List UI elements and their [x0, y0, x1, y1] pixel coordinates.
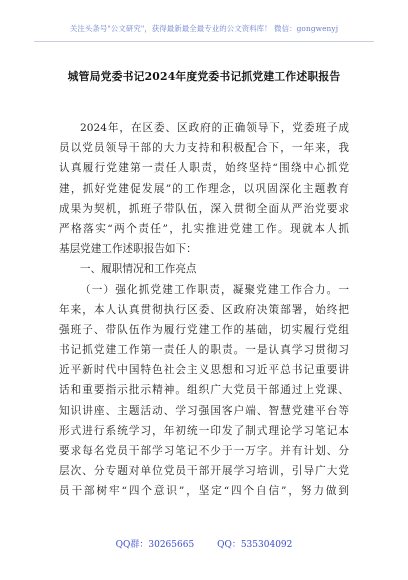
body-line: 书记抓党建工作第一责任人的职责。一是认真学习贯彻习	[59, 344, 349, 357]
body-line: 2024年，在区委、区政府的正确领导下，党委班子成	[80, 122, 349, 134]
body-line: 严格落实“两个责任”，扎实推进党建工作。现就本人抓	[59, 222, 349, 235]
contact-footer	[0, 537, 408, 550]
body-line: 强班子、带队伍作为履行党建工作的基础，切实履行党组	[59, 323, 349, 336]
document-body	[59, 118, 349, 502]
body-line: 成果为契机，抓班子带队伍，深入贯彻全面从严治党要求	[59, 202, 349, 215]
qq-group-text: QQ群：30265665	[115, 540, 195, 550]
subsection-heading: （一）强化抓党建工作职责，凝聚党建工作合力。一	[80, 283, 349, 296]
body-line: 员以党员领导干部的大力支持和积极配合下，一年来，我	[59, 142, 349, 155]
qq-contact-text: QQ：535304092	[217, 540, 293, 550]
body-line: 要求每名党员干部学习笔记不少于一万字。并有计划、分	[59, 445, 349, 457]
body-line: 年来，本人认真贯彻执行区委、区政府决策部署，始终把	[59, 303, 349, 316]
body-line: 形式进行系统学习，年初统一印发了制式理论学习笔记本	[59, 424, 349, 437]
body-line: 近平新时代中国特色社会主义思想和习近平总书记重要讲	[59, 364, 349, 377]
section-heading: 一、履职情况和工作亮点	[80, 263, 197, 276]
body-line: 认真履行党建第一责任人职责，始终坚持“围绕中心抓党	[59, 162, 349, 175]
document-title: 城管局党委书记2024年度党委书记抓党建工作述职报告	[67, 70, 341, 83]
body-line: 建，抓好党建促发展”的工作理念，以巩固深化主题教育	[59, 182, 349, 195]
body-line: 知识讲座、主题活动、学习强国客户端、智慧党建平台等	[59, 404, 349, 417]
body-line: 员干部树牢“四个意识”，坚定“四个自信”，努力做到	[59, 485, 349, 498]
body-line: 话和重要指示批示精神。组织广大党员干部通过上党课、	[59, 384, 349, 397]
body-line: 层次、分专题对单位党员干部开展学习培训，引导广大党	[59, 465, 349, 478]
header-divider	[34, 41, 374, 42]
promo-banner: 关注头条号"公文研究"，获得最新最全最专业的公文资料库！ 微信：gongwenyj	[69, 24, 339, 33]
body-line: 基层党建工作述职报告如下：	[59, 243, 197, 256]
